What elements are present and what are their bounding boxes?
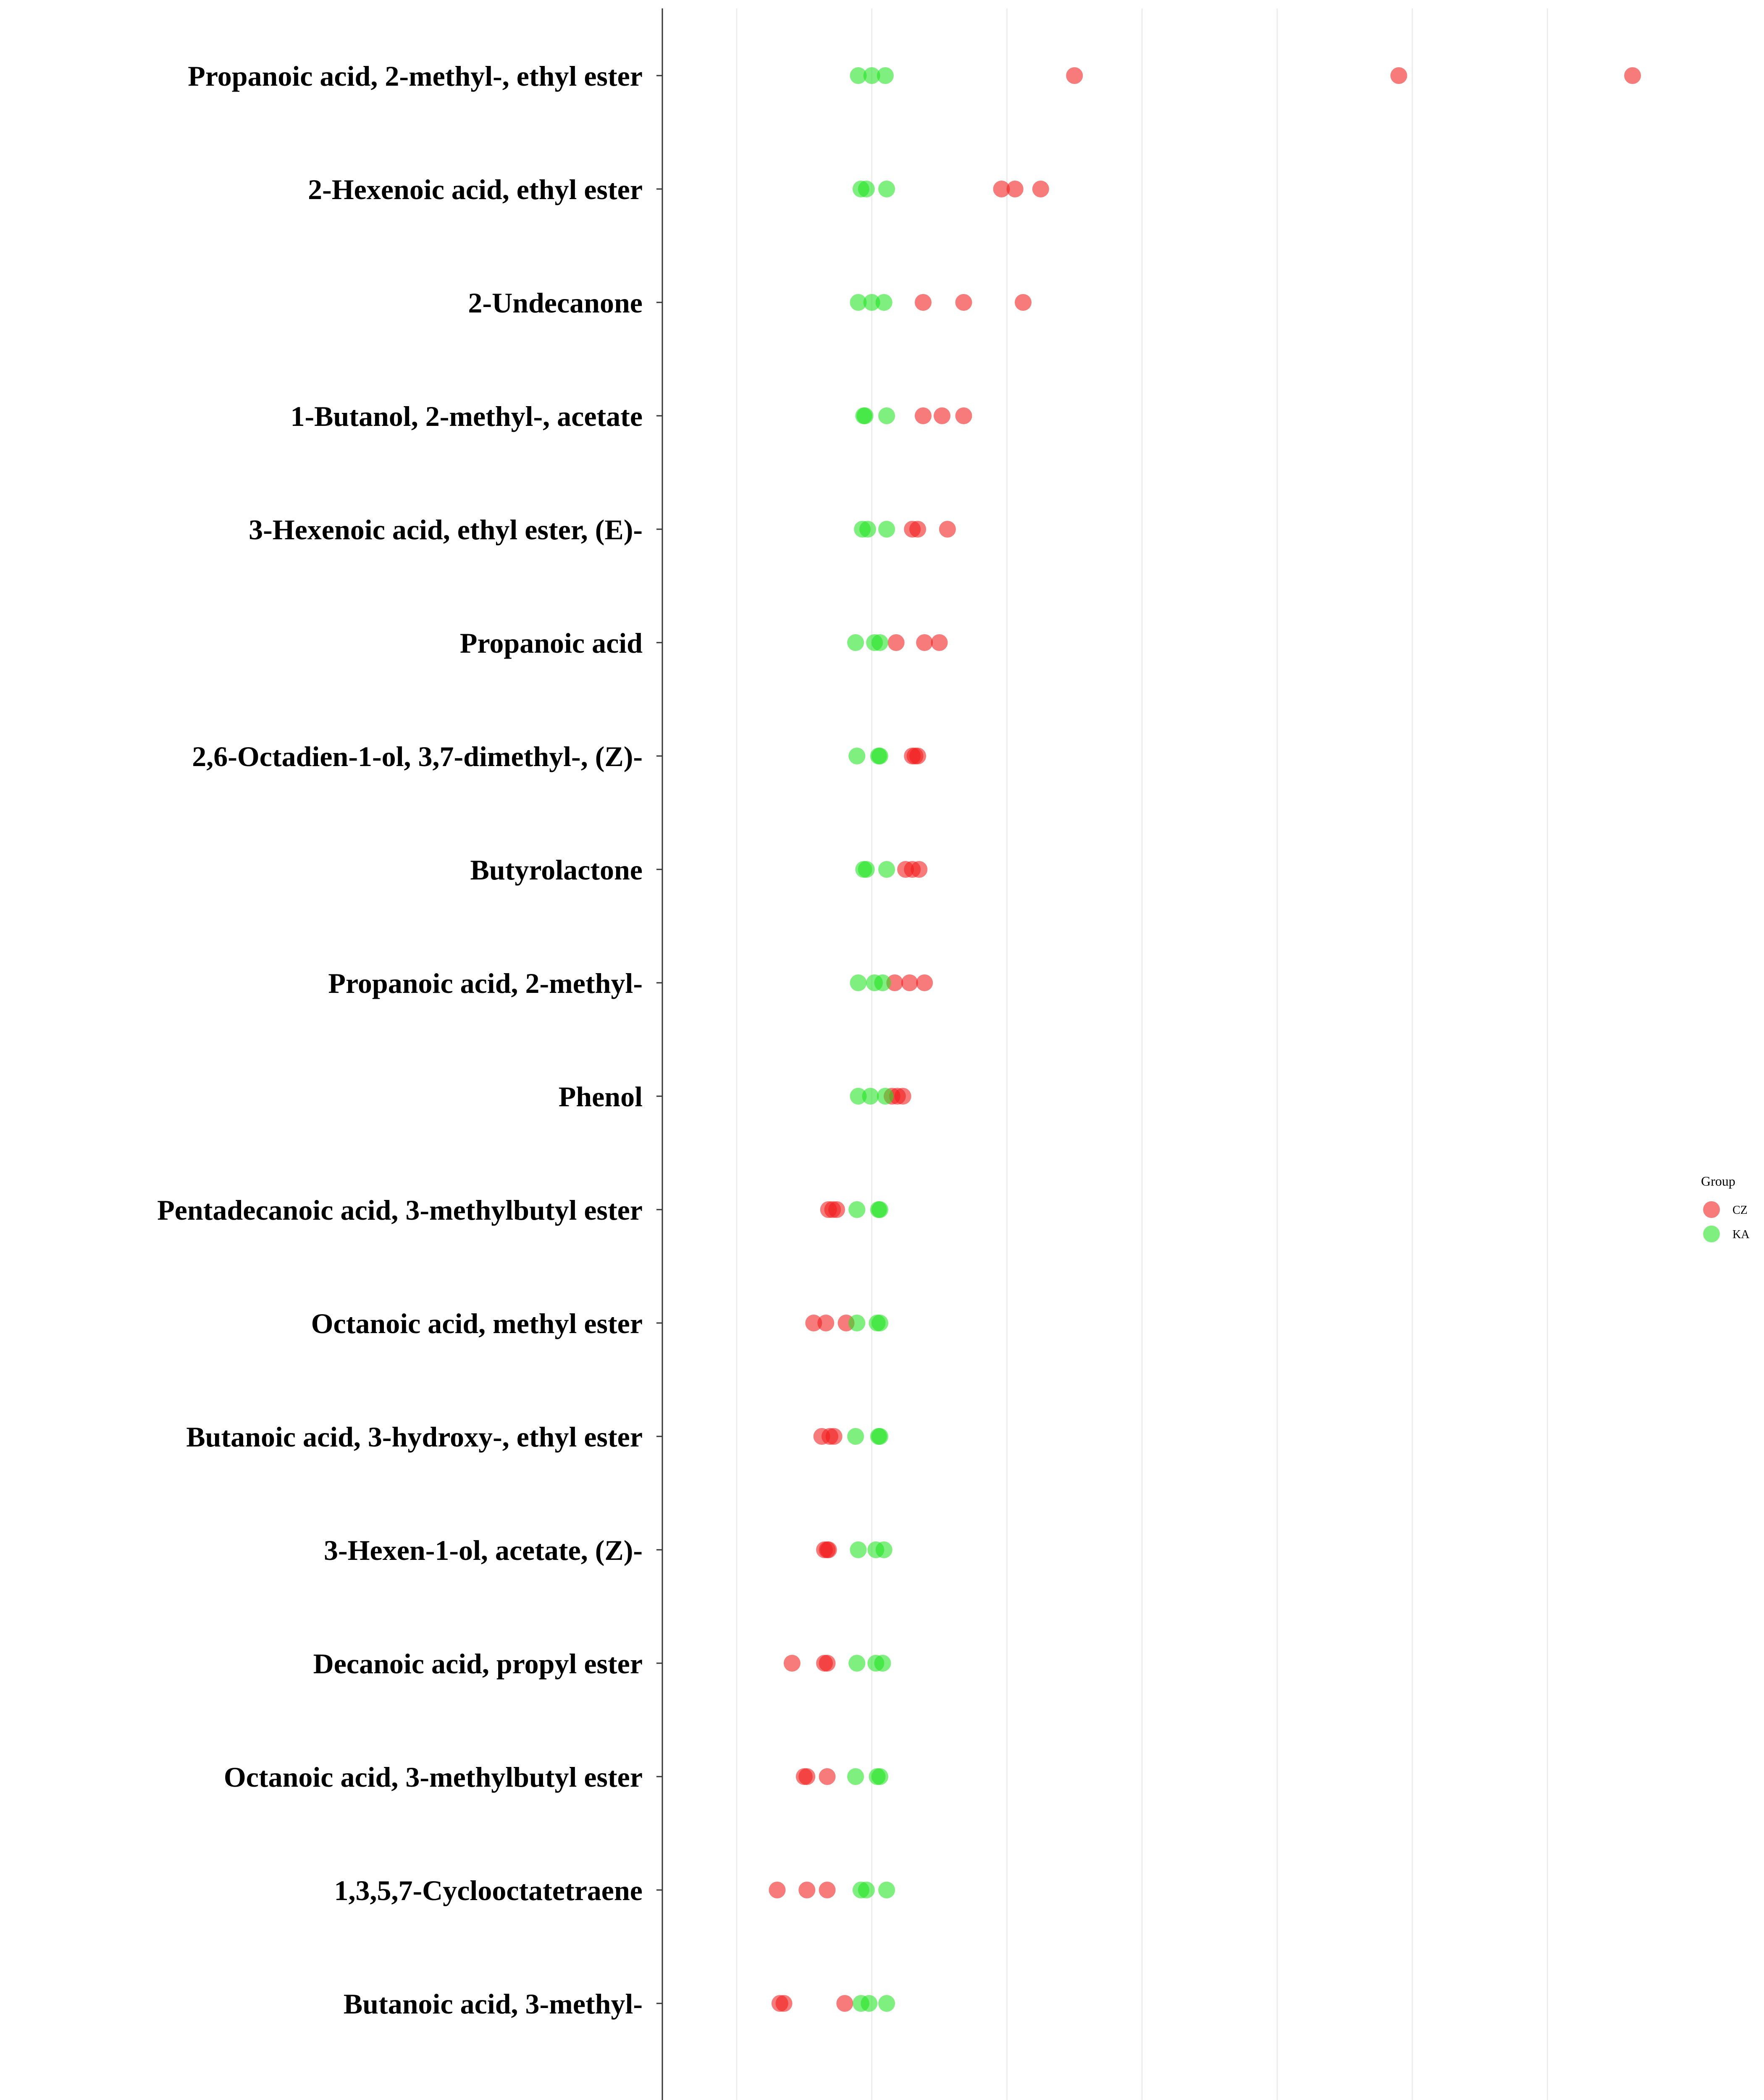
data-point-ka bbox=[862, 1088, 879, 1105]
category-label: 2-Undecanone bbox=[468, 287, 643, 319]
data-point-ka bbox=[872, 1428, 888, 1445]
category-label: 1-Butanol, 2-methyl-, acetate bbox=[290, 400, 643, 432]
data-point-cz bbox=[909, 521, 926, 538]
data-point-cz bbox=[1624, 67, 1641, 84]
data-point-cz bbox=[955, 407, 972, 424]
data-point-cz bbox=[819, 1768, 836, 1785]
data-point-ka bbox=[850, 1541, 867, 1558]
data-point-cz bbox=[915, 294, 932, 311]
data-point-ka bbox=[850, 974, 867, 991]
category-label: 2,6-Octadien-1-ol, 3,7-dimethyl-, (Z)- bbox=[192, 740, 643, 772]
data-point-cz bbox=[784, 1655, 801, 1672]
data-point-cz bbox=[820, 1541, 837, 1558]
data-point-cz bbox=[817, 1315, 834, 1331]
data-point-ka bbox=[858, 1882, 875, 1898]
legend-swatch-ka bbox=[1703, 1226, 1720, 1242]
data-point-ka bbox=[877, 67, 894, 84]
data-point-ka bbox=[878, 861, 895, 878]
data-point-ka bbox=[848, 1315, 865, 1331]
data-point-ka bbox=[877, 1088, 894, 1105]
data-point-cz bbox=[895, 1088, 911, 1105]
data-point-cz bbox=[901, 974, 918, 991]
category-label: Propanoic acid, 2-methyl-, ethyl ester bbox=[188, 60, 643, 92]
data-point-ka bbox=[878, 1995, 895, 2012]
data-point-cz bbox=[888, 634, 905, 651]
data-point-ka bbox=[847, 634, 864, 651]
data-point-cz bbox=[939, 521, 956, 538]
data-point-ka bbox=[858, 861, 875, 878]
data-point-cz bbox=[1015, 294, 1032, 311]
data-point-cz bbox=[798, 1768, 815, 1785]
data-point-ka bbox=[872, 1315, 888, 1331]
data-point-cz bbox=[934, 407, 950, 424]
data-point-cz bbox=[769, 1882, 785, 1898]
data-point-ka bbox=[847, 1768, 864, 1785]
data-point-ka bbox=[872, 634, 888, 651]
category-label: Decanoic acid, propyl ester bbox=[313, 1648, 643, 1680]
data-point-cz bbox=[1032, 181, 1049, 197]
data-point-cz bbox=[916, 634, 933, 651]
data-point-cz bbox=[819, 1655, 836, 1672]
data-point-ka bbox=[848, 748, 865, 764]
data-point-cz bbox=[1390, 67, 1407, 84]
category-label: Phenol bbox=[558, 1081, 643, 1113]
data-point-cz bbox=[826, 1428, 843, 1445]
category-label: Pentadecanoic acid, 3-methylbutyl ester bbox=[157, 1194, 643, 1226]
data-point-cz bbox=[798, 1882, 815, 1898]
data-point-ka bbox=[876, 1541, 892, 1558]
data-point-cz bbox=[915, 407, 932, 424]
data-point-ka bbox=[878, 407, 895, 424]
category-label: Propanoic acid bbox=[459, 627, 643, 659]
data-point-cz bbox=[1007, 181, 1024, 197]
data-point-cz bbox=[1066, 67, 1083, 84]
category-label: 1,3,5,7-Cyclooctatetraene bbox=[334, 1874, 643, 1906]
data-point-ka bbox=[872, 748, 888, 764]
category-label: 3-Hexenoic acid, ethyl ester, (E)- bbox=[249, 514, 643, 546]
data-point-ka bbox=[878, 1882, 895, 1898]
category-label: 3-Hexen-1-ol, acetate, (Z)- bbox=[323, 1534, 643, 1566]
legend-title: Group bbox=[1701, 1173, 1735, 1189]
category-label: 2-Hexenoic acid, ethyl ester bbox=[308, 173, 643, 205]
legend-label: KA bbox=[1732, 1228, 1750, 1241]
data-point-ka bbox=[874, 1655, 891, 1672]
data-point-cz bbox=[909, 748, 926, 764]
category-label: Octanoic acid, 3-methylbutyl ester bbox=[223, 1761, 643, 1793]
category-label: Propanoic acid, 2-methyl- bbox=[328, 967, 643, 999]
data-point-cz bbox=[776, 1995, 793, 2012]
data-point-ka bbox=[878, 521, 895, 538]
data-point-ka bbox=[878, 181, 895, 197]
legend-swatch-cz bbox=[1703, 1201, 1720, 1218]
data-point-cz bbox=[828, 1201, 845, 1218]
data-point-ka bbox=[861, 1995, 877, 2012]
legend-label: CZ bbox=[1732, 1204, 1748, 1217]
data-point-ka bbox=[872, 1201, 888, 1218]
data-point-ka bbox=[848, 1201, 865, 1218]
category-label: Butyrolactone bbox=[470, 854, 643, 886]
data-point-ka bbox=[857, 407, 874, 424]
category-label: Octanoic acid, methyl ester bbox=[311, 1307, 643, 1339]
data-point-ka bbox=[847, 1428, 864, 1445]
category-label: Butanoic acid, 3-hydroxy-, ethyl ester bbox=[186, 1421, 643, 1453]
data-point-cz bbox=[931, 634, 948, 651]
data-point-ka bbox=[858, 181, 875, 197]
data-point-ka bbox=[859, 521, 876, 538]
data-point-cz bbox=[955, 294, 972, 311]
category-label: Butanoic acid, 3-methyl- bbox=[343, 1988, 643, 2020]
data-point-ka bbox=[874, 974, 891, 991]
data-point-cz bbox=[916, 974, 933, 991]
data-point-ka bbox=[876, 294, 892, 311]
data-point-cz bbox=[911, 861, 927, 878]
data-point-cz bbox=[819, 1882, 836, 1898]
data-point-cz bbox=[836, 1995, 853, 2012]
data-point-ka bbox=[848, 1655, 865, 1672]
data-point-ka bbox=[872, 1768, 888, 1785]
